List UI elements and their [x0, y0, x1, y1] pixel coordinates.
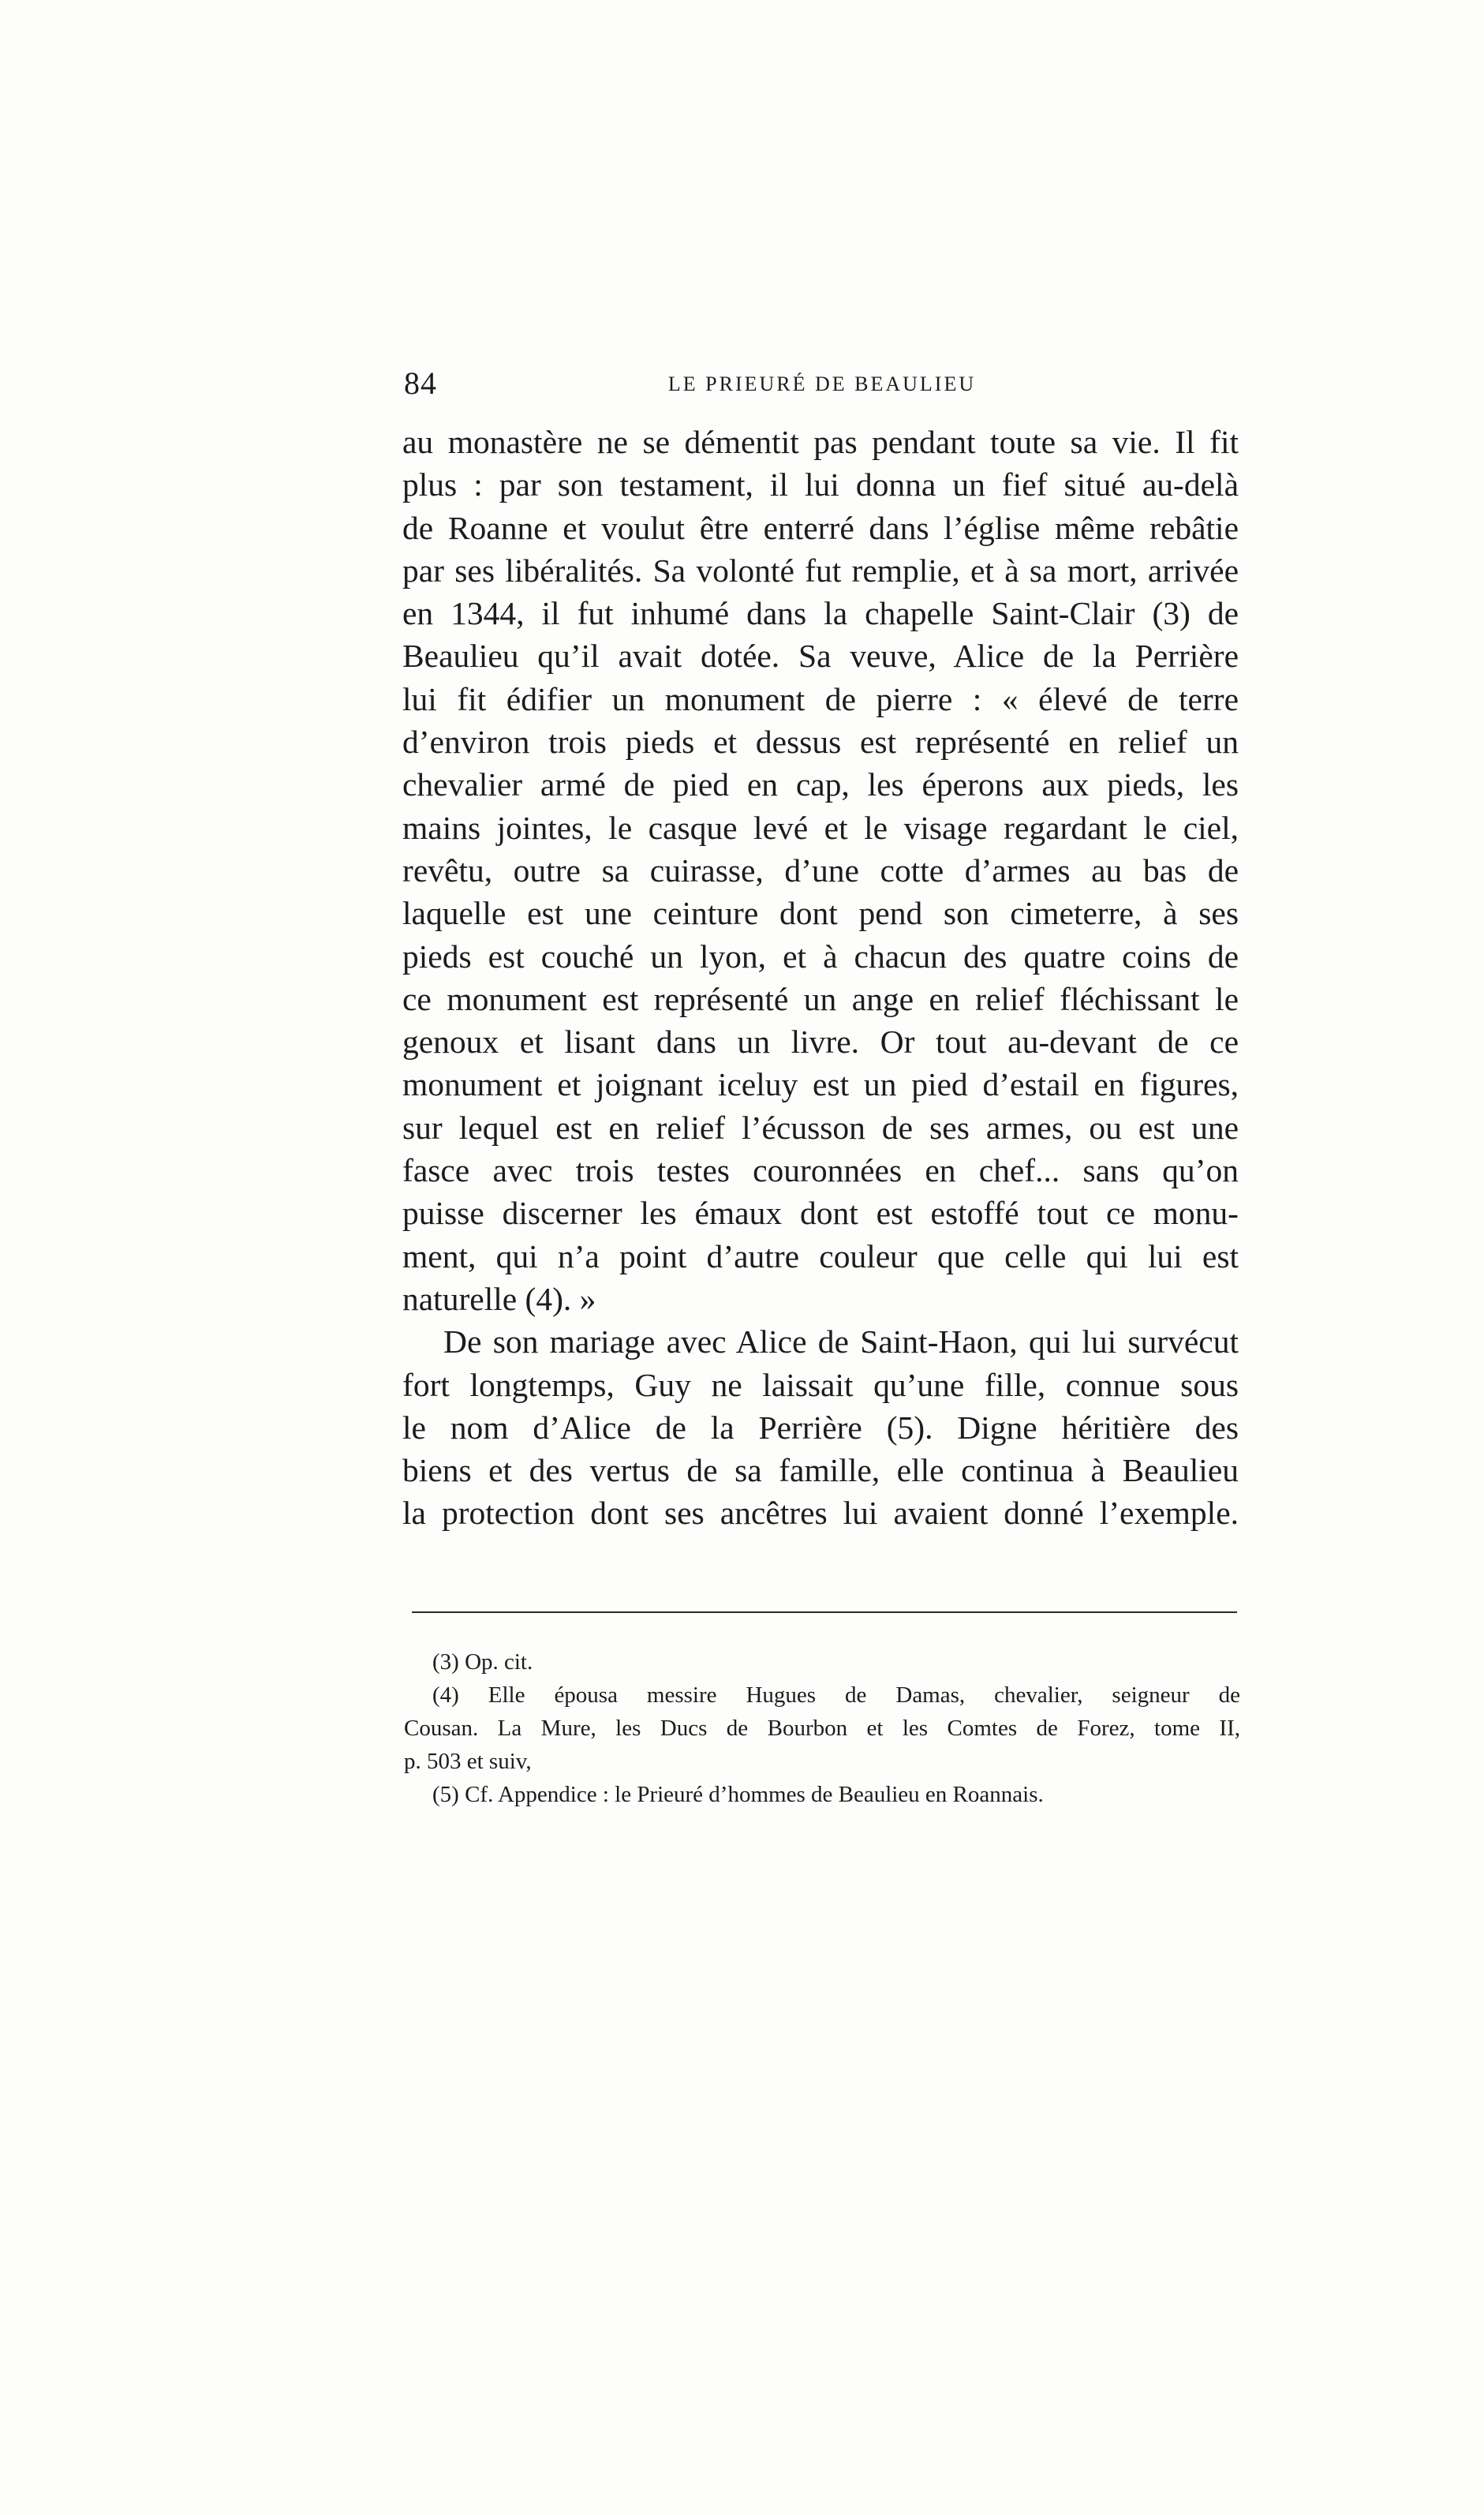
body-line: en 1344, il fut inhumé dans la chapelle Saint-Clair (3) de	[402, 595, 1239, 632]
body-line: fasce avec trois testes couronnées en chef... sans qu’on	[402, 1152, 1239, 1189]
body-line: mains jointes, le casque levé et le visage regardant le ciel,	[402, 809, 1239, 846]
body-line: naturelle (4). »	[402, 1280, 596, 1317]
body-line: revêtu, outre sa cuirasse, d’une cotte d’armes au bas de	[402, 851, 1239, 889]
body-line: par ses libéralités. Sa volonté fut remplie, et à sa mort, arrivée	[402, 552, 1239, 589]
body-line: monument et joignant iceluy est un pied d’estail en figures,	[402, 1066, 1239, 1103]
footnote: (3) Op. cit.	[432, 1649, 533, 1675]
body-line: le nom d’Alice de la Perrière (5). Digne héritière des	[402, 1409, 1239, 1446]
body-line: de Roanne et voulut être enterré dans l’église même rebâtie	[402, 509, 1239, 546]
body-line: De son mariage avec Alice de Saint-Haon, qui lui survécut	[443, 1323, 1239, 1360]
body-line: au monastère ne se démentit pas pendant toute sa vie. Il fit	[402, 424, 1239, 460]
footnote: (5) Cf. Appendice : le Prieuré d’hommes de Beaulieu en Roannais.	[432, 1782, 1044, 1807]
body-line: laquelle est une ceinture dont pend son cimeterre, à ses	[402, 895, 1239, 932]
body-text	[402, 421, 1239, 1535]
body-line: chevalier armé de pied en cap, les éperons aux pieds, les	[402, 766, 1239, 803]
body-line: fort longtemps, Guy ne laissait qu’une fille, connue sous	[402, 1366, 1239, 1403]
body-line: genoux et lisant dans un livre. Or tout au-devant de ce	[402, 1024, 1239, 1061]
body-line: biens et des vertus de sa famille, elle continua à Beaulieu	[402, 1452, 1239, 1489]
page-number: 84	[404, 365, 437, 401]
body-line: lui fit édifier un monument de pierre : « élevé de terre	[402, 680, 1239, 717]
footnote-separator	[412, 1611, 1237, 1613]
footnotes	[404, 1645, 1240, 1811]
body-line: pieds est couché un lyon, et à chacun des quatre coins de	[402, 938, 1239, 975]
page-header	[404, 365, 1240, 412]
body-line: plus : par son testament, il lui donna un fief situé au-delà	[402, 466, 1239, 503]
body-line: sur lequel est en relief l’écusson de ses armes, ou est une	[402, 1109, 1239, 1146]
footnote-continuation: p. 503 et suiv,	[404, 1749, 532, 1774]
body-line: puisse discerner les émaux dont est estoffé tout ce monu-	[402, 1195, 1239, 1232]
body-line: ment, qui n’a point d’autre couleur que celle qui lui est	[402, 1237, 1239, 1274]
body-line: la protection dont ses ancêtres lui avaient donné l’exemple.	[402, 1495, 1239, 1532]
body-line: Beaulieu qu’il avait dotée. Sa veuve, Alice de la Perrière	[402, 638, 1239, 675]
body-line: ce monument est représenté un ange en relief fléchissant le	[402, 980, 1239, 1017]
body-line: d’environ trois pieds et dessus est représenté en relief un	[402, 724, 1239, 761]
running-title: LE PRIEURÉ DE BEAULIEU	[667, 372, 977, 395]
footnote-continuation: Cousan. La Mure, les Ducs de Bourbon et les Comtes de Forez, tome II,	[404, 1716, 1240, 1741]
footnote: (4) Elle épousa messire Hugues de Damas, chevalier, seigneur de	[432, 1682, 1240, 1708]
